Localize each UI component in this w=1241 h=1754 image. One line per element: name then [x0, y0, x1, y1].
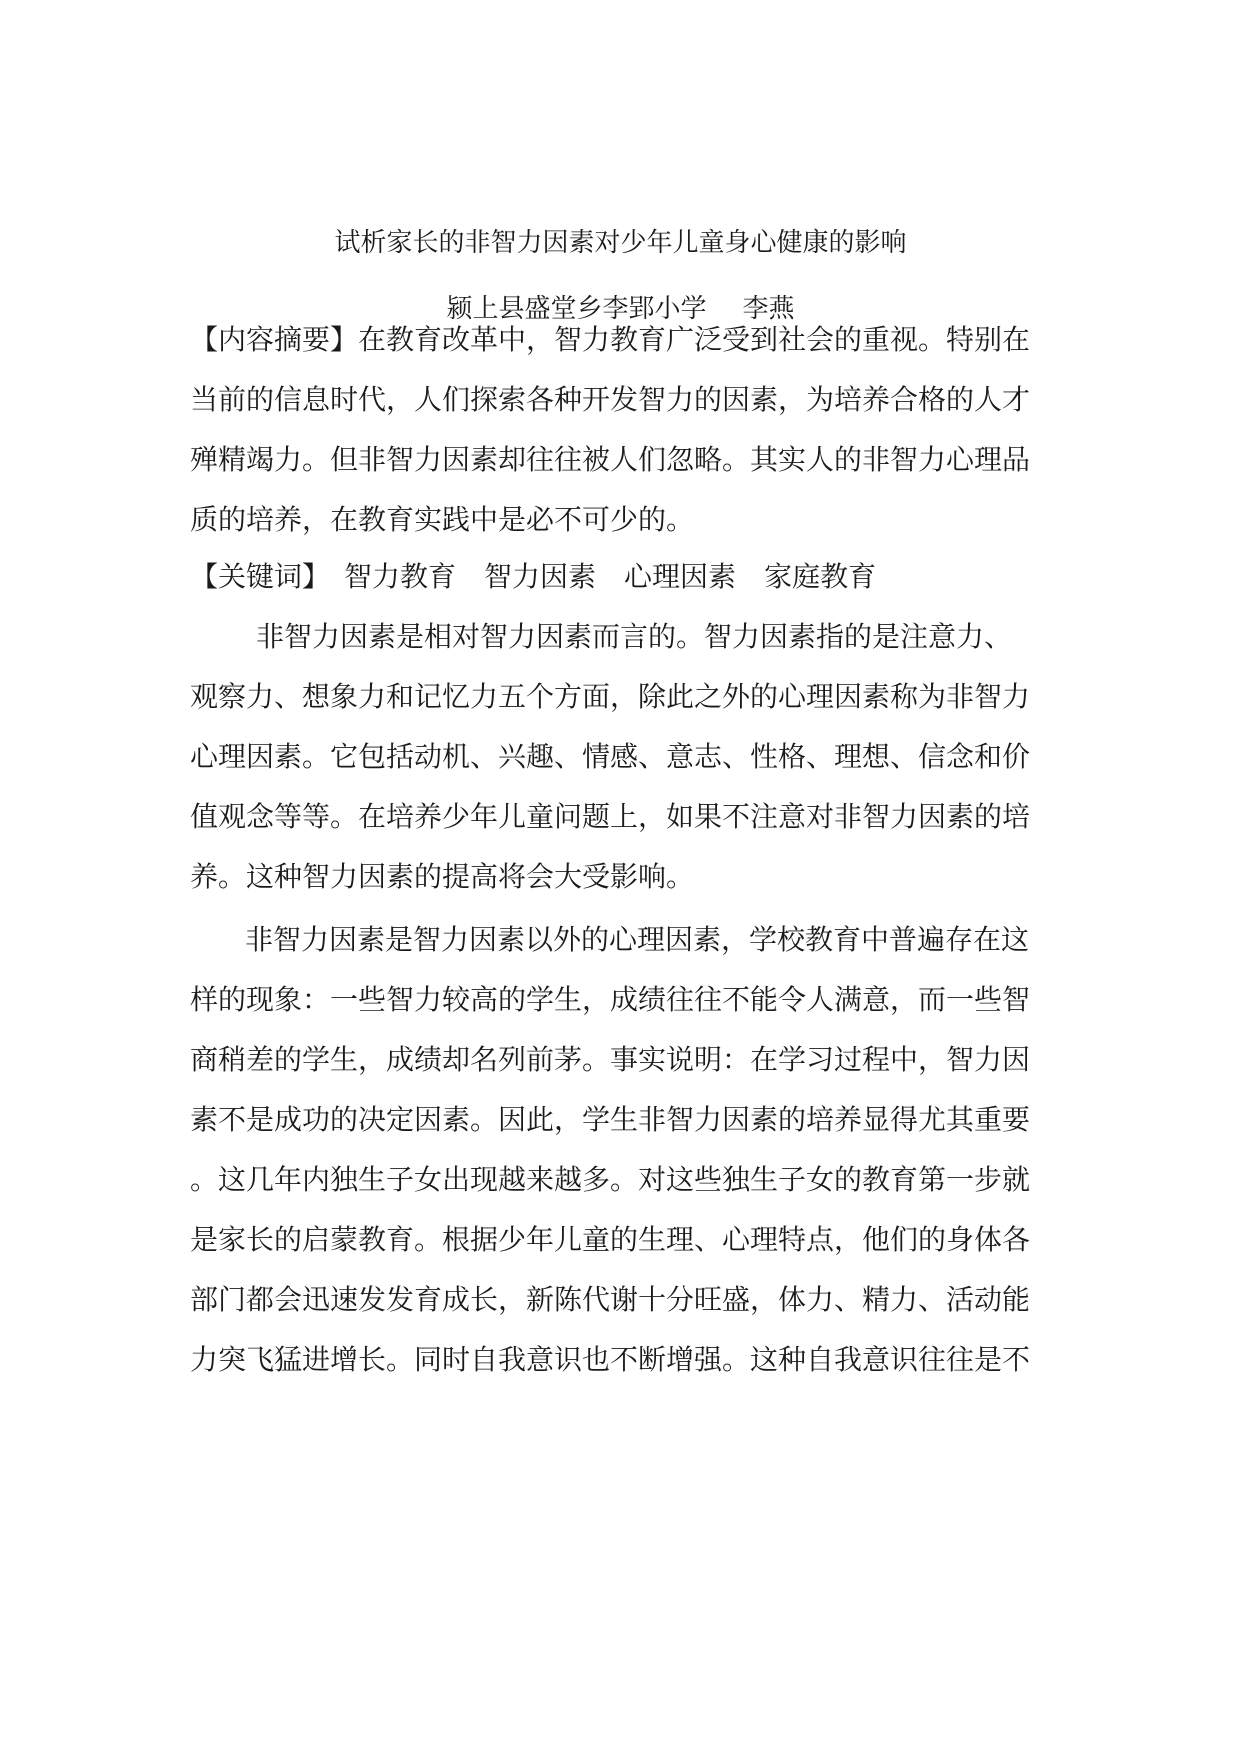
author-name: 李燕: [742, 294, 795, 324]
body-paragraph-1-line: 养。这种智力因素的提高将会大受影响。: [190, 860, 695, 893]
keyword-item: 智力因素: [484, 560, 597, 593]
body-paragraph-2-line: 商稍差的学生，成绩却名列前茅。事实说明：在学习过程中，智力因: [190, 1043, 1031, 1076]
abstract-line: 殚精竭力。但非智力因素却往往被人们忽略。其实人的非智力心理品: [190, 443, 1031, 476]
body-paragraph-2-line: 是家长的启蒙教育。根据少年儿童的生理、心理特点，他们的身体各: [190, 1223, 1031, 1256]
body-paragraph-2-line: 部门都会迅速发发育成长，新陈代谢十分旺盛，体力、精力、活动能: [190, 1283, 1031, 1316]
body-paragraph-2-line: 非智力因素是智力因素以外的心理因素，学校教育中普遍存在这: [245, 923, 1030, 956]
abstract-line: 【内容摘要】在教育改革中，智力教育广泛受到社会的重视。特别在: [190, 323, 1031, 356]
body-paragraph-1-line: 非智力因素是相对智力因素而言的。智力因素指的是注意力、: [256, 620, 1013, 653]
keywords-line: [190, 559, 904, 595]
abstract-line: 质的培养，在教育实践中是必不可少的。: [190, 503, 695, 536]
body-paragraph-2-line: 力突飞猛进增长。同时自我意识也不断增强。这种自我意识往往是不: [190, 1343, 1031, 1376]
keywords-label: 【关键词】: [190, 560, 331, 593]
body-paragraph-1-line: 值观念等等。在培养少年儿童问题上，如果不注意对非智力因素的培: [190, 800, 1031, 833]
body-paragraph-2-line: 素不是成功的决定因素。因此，学生非智力因素的培养显得尤其重要: [190, 1103, 1031, 1136]
body-paragraph-2-line: 。这几年内独生子女出现越来越多。对这些独生子女的教育第一步就: [190, 1163, 1031, 1196]
body-paragraph-2-line: 样的现象：一些智力较高的学生，成绩往往不能令人满意，而一些智: [190, 983, 1031, 1016]
keyword-item: 智力教育: [344, 560, 457, 593]
author-affiliation: 颍上县盛堂乡李郢小学: [446, 294, 707, 324]
author-line: [0, 292, 1241, 326]
keyword-item: 家庭教育: [764, 560, 877, 593]
body-paragraph-1-line: 观察力、想象力和记忆力五个方面，除此之外的心理因素称为非智力: [190, 680, 1031, 713]
body-paragraph-1-line: 心理因素。它包括动机、兴趣、情感、意志、性格、理想、信念和价: [190, 740, 1031, 773]
document-title: 试析家长的非智力因素对少年儿童身心健康的影响: [334, 228, 907, 258]
keyword-item: 心理因素: [624, 560, 737, 593]
abstract-line: 当前的信息时代，人们探索各种开发智力的因素，为培养合格的人才: [190, 383, 1031, 416]
